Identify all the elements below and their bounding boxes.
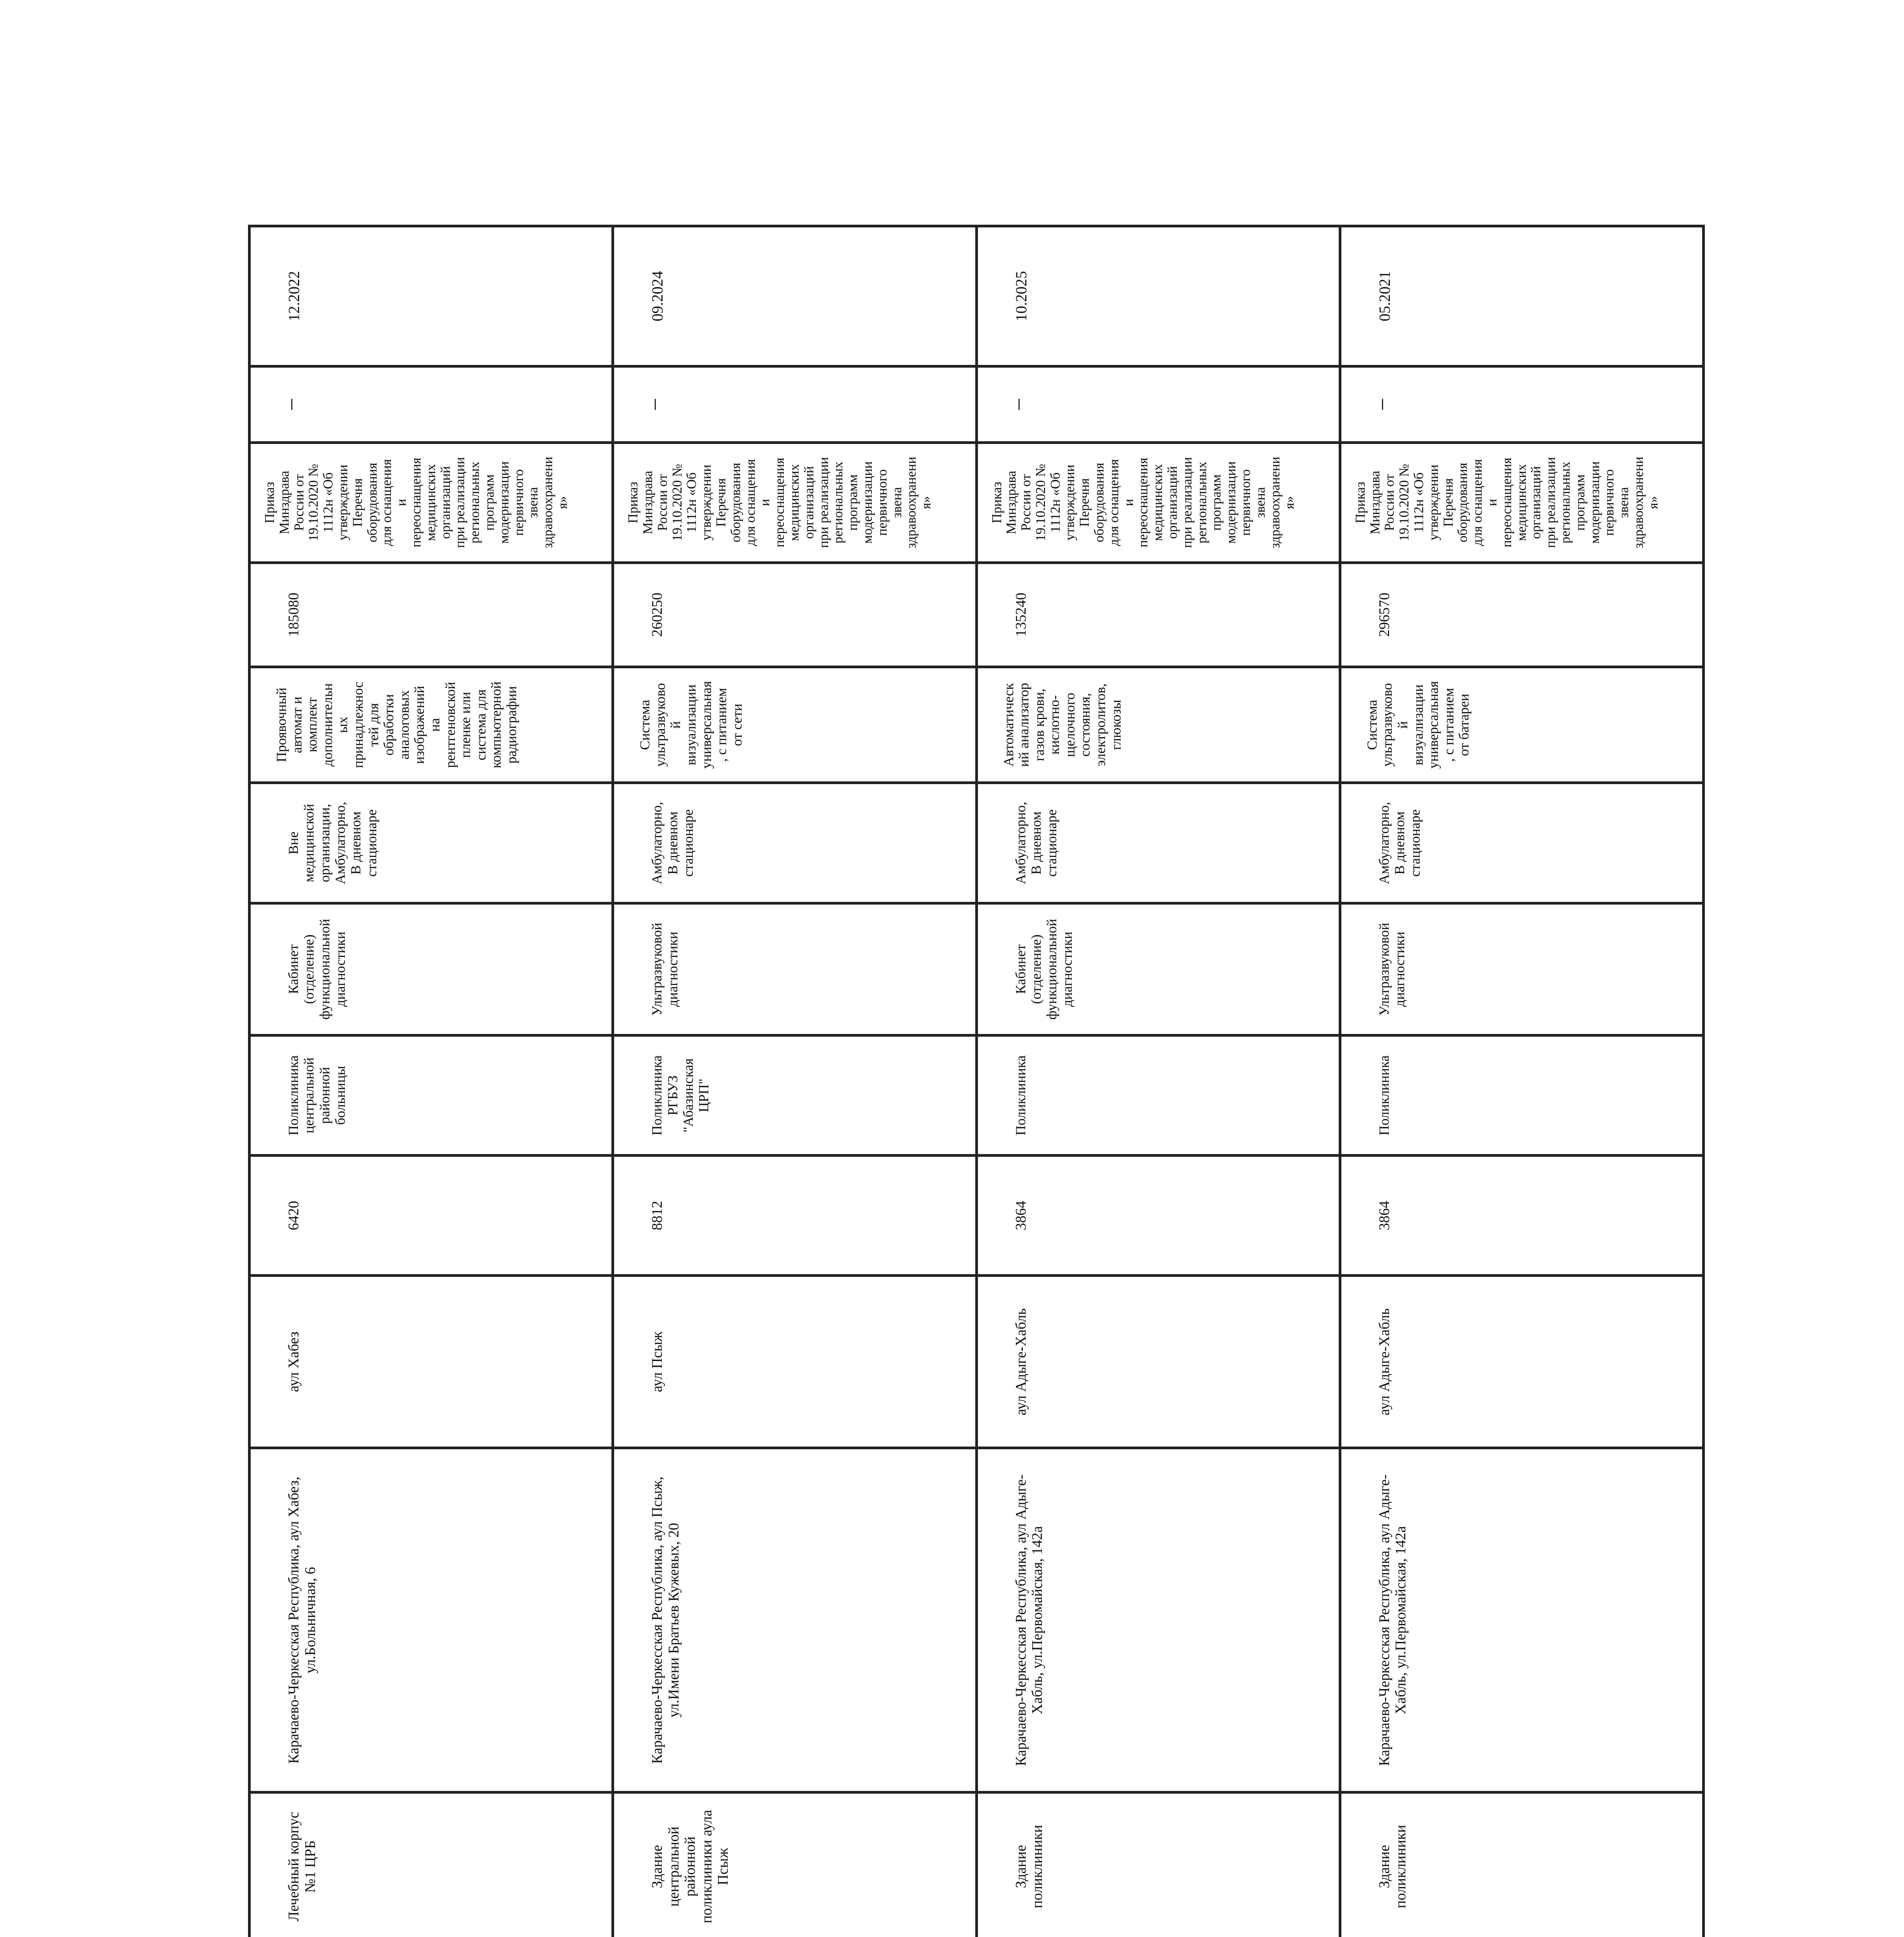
department: Кабинет (отделение) функциональной диагностики — [976, 903, 1340, 1035]
building-name: Здание поликлиники — [976, 1792, 1340, 1937]
regulatory-order: Приказ Минздрава России от 19.10.2020 № 1112н «Об утверждении Перечня оборудования для оснащения и переоснащения медицинских организаций при реализации региональных программ модернизации первичного звена здравоохранения» — [1340, 442, 1703, 563]
building-name: Лечебный корпус №1 ЦРБ — [250, 1792, 613, 1937]
equipment-price: 260250 — [613, 563, 976, 667]
equipment-name: Система ультразвуковой визуализации универсальная, с питанием от сети — [613, 667, 976, 783]
population: 3864 — [1340, 1156, 1703, 1276]
empty-dash: – — [250, 366, 613, 442]
population: 6420 — [250, 1156, 613, 1276]
population: 3864 — [976, 1156, 1340, 1276]
equipment-name: Система ультразвуковой визуализации универсальная, с питанием от батареи — [1340, 667, 1703, 783]
subdivision: Поликлиника РГБУЗ "Абазинская ЦРП" — [613, 1035, 976, 1155]
empty-dash: – — [976, 366, 1340, 442]
care-conditions: Вне медицинской организации, Амбулаторно, В дневном стационаре — [250, 783, 613, 903]
subdivision: Поликлиника центральной районной больницы — [250, 1035, 613, 1155]
delivery-date: 10.2025 — [976, 226, 1340, 366]
regulatory-order: Приказ Минздрава России от 19.10.2020 № 1112н «Об утверждении Перечня оборудования для оснащения и переоснащения медицинских организаций при реализации региональных программ модернизации первичного звена здравоохранения» — [976, 442, 1340, 563]
building-address: Карачаево-Черкесская Республика, аул Хабез, ул.Больничная, 6 — [250, 1448, 613, 1792]
table-row — [613, 226, 976, 1937]
department: Кабинет (отделение) функциональной диагностики — [250, 903, 613, 1035]
table-row — [250, 226, 613, 1937]
equipment-price: 296570 — [1340, 563, 1703, 667]
equipment-price: 135240 — [976, 563, 1340, 667]
department: Ультразвуковой диагностики — [1340, 903, 1703, 1035]
locality: аул Адыге-Хабль — [1340, 1276, 1703, 1448]
empty-dash: – — [613, 366, 976, 442]
subdivision: Поликлиника — [976, 1035, 1340, 1155]
building-address: Карачаево-Черкесская Республика, аул Псыж, ул.Имени Братьев Кужевых, 20 — [613, 1448, 976, 1792]
delivery-date: 09.2024 — [613, 226, 976, 366]
care-conditions: Амбулаторно, В дневном стационаре — [976, 783, 1340, 903]
table-row — [1340, 226, 1703, 1937]
rotated-table-wrapper — [248, 225, 1705, 1937]
empty-dash: – — [1340, 366, 1703, 442]
locality: аул Адыге-Хабль — [976, 1276, 1340, 1448]
building-name: Здание центральной районной поликлиники аула Псыж — [613, 1792, 976, 1937]
building-address: Карачаево-Черкесская Республика, аул Адыге-Хабль, ул.Первомайская, 142а — [1340, 1448, 1703, 1792]
regulatory-order: Приказ Минздрава России от 19.10.2020 № 1112н «Об утверждении Перечня оборудования для оснащения и переоснащения медицинских организаций при реализации региональных программ модернизации первичного звена здравоохранения» — [250, 442, 613, 563]
equipment-price: 185080 — [250, 563, 613, 667]
locality: аул Псыж — [613, 1276, 976, 1448]
population: 8812 — [613, 1156, 976, 1276]
care-conditions: Амбулаторно, В дневном стационаре — [613, 783, 976, 903]
department: Ультразвуковой диагностики — [613, 903, 976, 1035]
table-body — [250, 226, 1704, 1937]
subdivision: Поликлиника — [1340, 1035, 1703, 1155]
delivery-date: 12.2022 — [250, 226, 613, 366]
delivery-date: 05.2021 — [1340, 226, 1703, 366]
equipment-name: Проявочный автомат и комплект дополнительных принадлежностей для обработки аналоговых изображений на рентгеновской пленке или система для компьютерной радиографии — [250, 667, 613, 783]
equipment-name: Автоматический анализатор газов крови, кислотно-щелочного состояния, электролитов, глюкозы — [976, 667, 1340, 783]
care-conditions: Амбулаторно, В дневном стационаре — [1340, 783, 1703, 903]
building-address: Карачаево-Черкесская Республика, аул Адыге-Хабль, ул.Первомайская, 142а — [976, 1448, 1340, 1792]
building-name: Здание поликлиники — [1340, 1792, 1703, 1937]
locality: аул Хабез — [250, 1276, 613, 1448]
equipment-table — [248, 225, 1705, 1937]
regulatory-order: Приказ Минздрава России от 19.10.2020 № 1112н «Об утверждении Перечня оборудования для оснащения и переоснащения медицинских организаций при реализации региональных программ модернизации первичного звена здравоохранения» — [613, 442, 976, 563]
table-row — [976, 226, 1340, 1937]
